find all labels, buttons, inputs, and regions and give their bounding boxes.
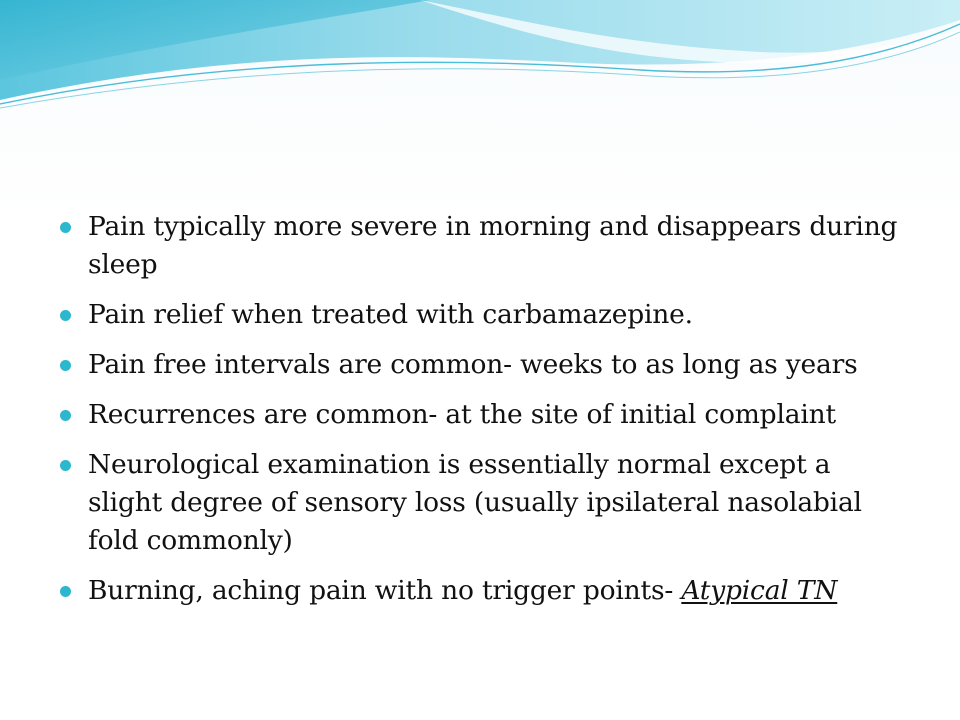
bullet-list xyxy=(58,208,898,610)
bullet-item xyxy=(58,208,898,284)
bullet-item xyxy=(58,346,898,384)
header-wave-decoration xyxy=(0,0,960,120)
bullet-dot-icon xyxy=(60,310,71,321)
bullet-dot-icon xyxy=(60,586,71,597)
bullet-dot-icon xyxy=(60,460,71,471)
bullet-text: Pain typically more severe in morning and disappears during sleep xyxy=(88,211,898,280)
bullet-dot-icon xyxy=(60,222,71,233)
bullet-item xyxy=(58,396,898,434)
atypical-tn-emphasis: Atypical TN xyxy=(681,575,838,606)
bullet-text: Pain free intervals are common- weeks to as long as years xyxy=(88,349,858,380)
bullet-text: Burning, aching pain with no trigger points- xyxy=(88,575,682,606)
slide-content xyxy=(58,208,898,622)
bullet-item xyxy=(58,572,898,610)
bullet-dot-icon xyxy=(60,410,71,421)
bullet-item xyxy=(58,446,898,560)
bullet-item xyxy=(58,296,898,334)
bullet-text: Pain relief when treated with carbamazepine. xyxy=(88,299,693,330)
bullet-dot-icon xyxy=(60,360,71,371)
bullet-text: Neurological examination is essentially normal except a slight degree of sensory loss (usually ipsilateral nasolabial fold commonly) xyxy=(88,449,862,556)
bullet-text: Recurrences are common- at the site of initial complaint xyxy=(88,399,836,430)
